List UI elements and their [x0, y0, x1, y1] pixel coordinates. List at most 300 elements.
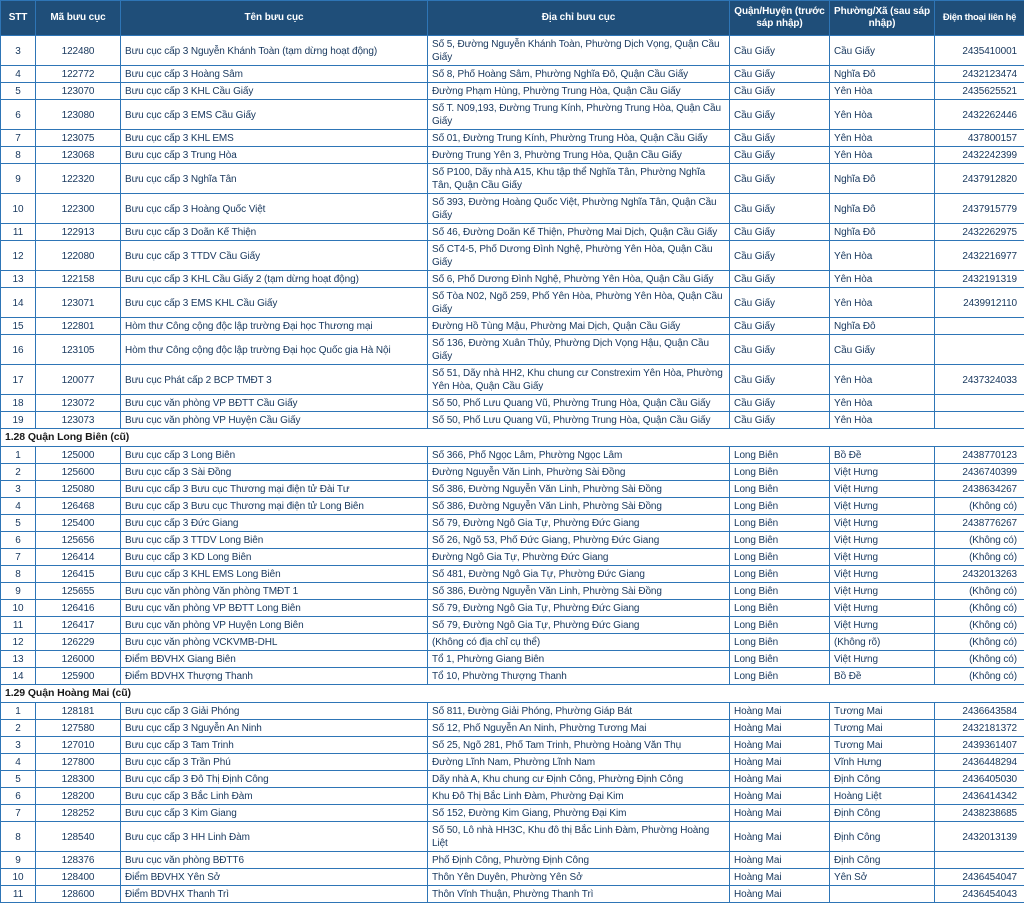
cell-ma-buu-cuc: 123080	[36, 100, 121, 130]
cell-dien-thoai: 2432191319	[935, 271, 1024, 288]
cell-dia-chi: Đường Nguyễn Văn Linh, Phường Sài Đồng	[428, 464, 730, 481]
cell-dien-thoai: 2436454043	[935, 886, 1024, 903]
cell-quan-huyen: Cầu Giấy	[730, 130, 830, 147]
cell-ten-buu-cuc: Hòm thư Công cộng độc lập trường Đại học Thương mại	[121, 318, 428, 335]
table-row	[1, 130, 1024, 147]
cell-quan-huyen: Long Biên	[730, 617, 830, 634]
cell-ma-buu-cuc: 122801	[36, 318, 121, 335]
cell-quan-huyen: Cầu Giấy	[730, 412, 830, 429]
cell-dien-thoai: (Không có)	[935, 532, 1024, 549]
cell-ten-buu-cuc: Bưu cục cấp 3 KHL Cầu Giấy 2 (tạm dừng hoạt động)	[121, 271, 428, 288]
cell-quan-huyen: Hoàng Mai	[730, 720, 830, 737]
cell-quan-huyen: Long Biên	[730, 515, 830, 532]
cell-dien-thoai: (Không có)	[935, 668, 1024, 685]
cell-dien-thoai: 2435625521	[935, 83, 1024, 100]
cell-phuong-xa: Định Công	[830, 805, 935, 822]
cell-phuong-xa: Tương Mai	[830, 703, 935, 720]
cell-dien-thoai: 2439361407	[935, 737, 1024, 754]
cell-ma-buu-cuc: 128376	[36, 852, 121, 869]
cell-phuong-xa: Yên Hòa	[830, 288, 935, 318]
cell-quan-huyen: Hoàng Mai	[730, 822, 830, 852]
cell-phuong-xa: Hoàng Liệt	[830, 788, 935, 805]
cell-dia-chi: Đường Ngô Gia Tự, Phường Đức Giang	[428, 549, 730, 566]
cell-ten-buu-cuc: Bưu cục cấp 3 Kim Giang	[121, 805, 428, 822]
cell-quan-huyen: Cầu Giấy	[730, 100, 830, 130]
cell-stt: 7	[1, 805, 36, 822]
cell-quan-huyen: Cầu Giấy	[730, 271, 830, 288]
cell-dien-thoai: (Không có)	[935, 549, 1024, 566]
column-header-dia-chi: Địa chỉ bưu cục	[428, 1, 730, 36]
cell-quan-huyen: Cầu Giấy	[730, 318, 830, 335]
cell-phuong-xa: Nghĩa Đô	[830, 318, 935, 335]
table-row	[1, 447, 1024, 464]
cell-ten-buu-cuc: Bưu cục cấp 3 KHL EMS Long Biên	[121, 566, 428, 583]
cell-dia-chi: Số 51, Dãy nhà HH2, Khu chung cư Constrexim Yên Hòa, Phường Yên Hòa, Quận Cầu Giấy	[428, 365, 730, 395]
column-header-phuong-xa: Phường/Xã (sau sáp nhập)	[830, 1, 935, 36]
table-row	[1, 651, 1024, 668]
cell-dia-chi: Số 79, Đường Ngô Gia Tự, Phường Đức Giang	[428, 617, 730, 634]
cell-ma-buu-cuc: 126417	[36, 617, 121, 634]
cell-ten-buu-cuc: Bưu cục cấp 3 Nguyễn Khánh Toàn (tạm dừng hoạt động)	[121, 36, 428, 66]
cell-stt: 9	[1, 583, 36, 600]
cell-ma-buu-cuc: 128540	[36, 822, 121, 852]
cell-quan-huyen: Cầu Giấy	[730, 147, 830, 164]
table-row	[1, 549, 1024, 566]
table-row	[1, 515, 1024, 532]
cell-phuong-xa: Yên Hòa	[830, 147, 935, 164]
cell-phuong-xa: Bồ Đề	[830, 668, 935, 685]
cell-dien-thoai: 2432123474	[935, 66, 1024, 83]
cell-ma-buu-cuc: 126468	[36, 498, 121, 515]
cell-ten-buu-cuc: Bưu cục cấp 3 Bắc Linh Đàm	[121, 788, 428, 805]
cell-dia-chi: Số P100, Dãy nhà A15, Khu tập thể Nghĩa Tân, Phường Nghĩa Tân, Quận Cầu Giấy	[428, 164, 730, 194]
cell-ma-buu-cuc: 123105	[36, 335, 121, 365]
cell-stt: 1	[1, 703, 36, 720]
cell-quan-huyen: Cầu Giấy	[730, 66, 830, 83]
cell-dien-thoai	[935, 852, 1024, 869]
cell-dia-chi: Tổ 10, Phường Thượng Thanh	[428, 668, 730, 685]
cell-quan-huyen: Cầu Giấy	[730, 395, 830, 412]
cell-stt: 14	[1, 288, 36, 318]
cell-ma-buu-cuc: 123073	[36, 412, 121, 429]
cell-dia-chi: Số CT4-5, Phố Dương Đình Nghệ, Phường Yên Hòa, Quận Cầu Giấy	[428, 241, 730, 271]
cell-stt: 17	[1, 365, 36, 395]
cell-dien-thoai: 2432242399	[935, 147, 1024, 164]
cell-phuong-xa: Việt Hưng	[830, 464, 935, 481]
cell-phuong-xa: Định Công	[830, 852, 935, 869]
table-row	[1, 788, 1024, 805]
cell-stt: 6	[1, 532, 36, 549]
cell-ten-buu-cuc: Bưu cục văn phòng Văn phòng TMĐT 1	[121, 583, 428, 600]
cell-dia-chi: Số 6, Phố Dương Đình Nghệ, Phường Yên Hòa, Quận Cầu Giấy	[428, 271, 730, 288]
cell-quan-huyen: Long Biên	[730, 651, 830, 668]
cell-dia-chi: Số 50, Phố Lưu Quang Vũ, Phường Trung Hòa, Quận Cầu Giấy	[428, 412, 730, 429]
cell-phuong-xa: Tương Mai	[830, 720, 935, 737]
cell-ma-buu-cuc: 122320	[36, 164, 121, 194]
cell-phuong-xa: Yên Hòa	[830, 412, 935, 429]
cell-ma-buu-cuc: 126416	[36, 600, 121, 617]
cell-ten-buu-cuc: Bưu cục cấp 3 KHL EMS	[121, 130, 428, 147]
cell-quan-huyen: Hoàng Mai	[730, 771, 830, 788]
cell-dien-thoai: (Không có)	[935, 583, 1024, 600]
cell-dia-chi: Dãy nhà A, Khu chung cư Định Công, Phường Định Công	[428, 771, 730, 788]
table-row	[1, 412, 1024, 429]
cell-ma-buu-cuc: 126415	[36, 566, 121, 583]
cell-ma-buu-cuc: 128252	[36, 805, 121, 822]
table-row	[1, 288, 1024, 318]
cell-phuong-xa: Việt Hưng	[830, 498, 935, 515]
cell-quan-huyen: Long Biên	[730, 447, 830, 464]
cell-phuong-xa: Việt Hưng	[830, 600, 935, 617]
cell-ma-buu-cuc: 122913	[36, 224, 121, 241]
cell-stt: 7	[1, 549, 36, 566]
cell-ma-buu-cuc: 122300	[36, 194, 121, 224]
table-row	[1, 464, 1024, 481]
column-header-ten-buu-cuc: Tên bưu cục	[121, 1, 428, 36]
cell-dia-chi: Số 01, Đường Trung Kính, Phường Trung Hòa, Quận Cầu Giấy	[428, 130, 730, 147]
cell-dien-thoai: 2439912110	[935, 288, 1024, 318]
cell-phuong-xa: Nghĩa Đô	[830, 66, 935, 83]
cell-ma-buu-cuc: 128600	[36, 886, 121, 903]
table-row	[1, 617, 1024, 634]
cell-ma-buu-cuc: 122158	[36, 271, 121, 288]
cell-dia-chi: Số Tòa N02, Ngõ 259, Phố Yên Hòa, Phường Yên Hòa, Quận Cầu Giấy	[428, 288, 730, 318]
cell-ten-buu-cuc: Bưu cục văn phòng VP Huyện Cầu Giấy	[121, 412, 428, 429]
cell-ten-buu-cuc: Bưu cục cấp 3 Nghĩa Tân	[121, 164, 428, 194]
cell-quan-huyen: Cầu Giấy	[730, 288, 830, 318]
cell-quan-huyen: Hoàng Mai	[730, 703, 830, 720]
cell-dien-thoai: 2436405030	[935, 771, 1024, 788]
cell-dia-chi: Số 481, Đường Ngô Gia Tự, Phường Đức Giang	[428, 566, 730, 583]
cell-stt: 4	[1, 498, 36, 515]
cell-ma-buu-cuc: 123075	[36, 130, 121, 147]
cell-stt: 15	[1, 318, 36, 335]
cell-stt: 8	[1, 822, 36, 852]
cell-ten-buu-cuc: Bưu cục cấp 3 Sài Đồng	[121, 464, 428, 481]
cell-phuong-xa: Yên Hòa	[830, 271, 935, 288]
cell-ma-buu-cuc: 125080	[36, 481, 121, 498]
cell-stt: 5	[1, 83, 36, 100]
cell-phuong-xa: Yên Hòa	[830, 83, 935, 100]
cell-dia-chi: Tổ 1, Phường Giang Biên	[428, 651, 730, 668]
cell-ma-buu-cuc: 128300	[36, 771, 121, 788]
section-title: 1.29 Quận Hoàng Mai (cũ)	[1, 685, 1024, 703]
cell-stt: 14	[1, 668, 36, 685]
cell-quan-huyen: Long Biên	[730, 668, 830, 685]
cell-dien-thoai: 2432013139	[935, 822, 1024, 852]
table-body	[1, 36, 1024, 903]
cell-ma-buu-cuc: 123071	[36, 288, 121, 318]
cell-ten-buu-cuc: Bưu cục cấp 3 Đức Giang	[121, 515, 428, 532]
cell-dia-chi: Số 386, Đường Nguyễn Văn Linh, Phường Sài Đồng	[428, 498, 730, 515]
cell-phuong-xa: Nghĩa Đô	[830, 224, 935, 241]
cell-phuong-xa: Yên Sở	[830, 869, 935, 886]
cell-stt: 12	[1, 241, 36, 271]
cell-phuong-xa: (Không rõ)	[830, 634, 935, 651]
table-row	[1, 318, 1024, 335]
cell-stt: 3	[1, 481, 36, 498]
cell-ten-buu-cuc: Điểm BĐVHX Yên Sở	[121, 869, 428, 886]
cell-ten-buu-cuc: Bưu cục cấp 3 Bưu cục Thương mại điện tử Đài Tư	[121, 481, 428, 498]
cell-dien-thoai	[935, 412, 1024, 429]
cell-dia-chi: (Không có địa chỉ cụ thể)	[428, 634, 730, 651]
cell-dia-chi: Số 12, Phố Nguyễn An Ninh, Phường Tương Mai	[428, 720, 730, 737]
cell-quan-huyen: Long Biên	[730, 464, 830, 481]
cell-dien-thoai: 2438238685	[935, 805, 1024, 822]
cell-dien-thoai: 2438776267	[935, 515, 1024, 532]
table-row	[1, 100, 1024, 130]
table-row	[1, 83, 1024, 100]
cell-ma-buu-cuc: 128400	[36, 869, 121, 886]
cell-ma-buu-cuc: 122772	[36, 66, 121, 83]
table-row	[1, 224, 1024, 241]
cell-ma-buu-cuc: 125655	[36, 583, 121, 600]
cell-stt: 12	[1, 634, 36, 651]
cell-stt: 7	[1, 130, 36, 147]
cell-dia-chi: Số 25, Ngõ 281, Phố Tam Trinh, Phường Hoàng Văn Thụ	[428, 737, 730, 754]
cell-dien-thoai: 2432262975	[935, 224, 1024, 241]
cell-ten-buu-cuc: Bưu cục văn phòng VP BĐTT Long Biên	[121, 600, 428, 617]
table-row	[1, 395, 1024, 412]
cell-stt: 16	[1, 335, 36, 365]
cell-dien-thoai: 2437915779	[935, 194, 1024, 224]
cell-ten-buu-cuc: Bưu cục cấp 3 HH Linh Đàm	[121, 822, 428, 852]
cell-quan-huyen: Long Biên	[730, 532, 830, 549]
cell-phuong-xa: Yên Hòa	[830, 395, 935, 412]
cell-ma-buu-cuc: 125000	[36, 447, 121, 464]
cell-phuong-xa: Nghĩa Đô	[830, 194, 935, 224]
cell-phuong-xa: Yên Hòa	[830, 241, 935, 271]
cell-ma-buu-cuc: 122080	[36, 241, 121, 271]
cell-stt: 4	[1, 754, 36, 771]
cell-ten-buu-cuc: Bưu cục Phát cấp 2 BCP TMĐT 3	[121, 365, 428, 395]
cell-ten-buu-cuc: Bưu cục cấp 3 Trung Hòa	[121, 147, 428, 164]
cell-dien-thoai: 2437324033	[935, 365, 1024, 395]
table-row	[1, 822, 1024, 852]
cell-ma-buu-cuc: 128181	[36, 703, 121, 720]
cell-quan-huyen: Long Biên	[730, 549, 830, 566]
cell-ten-buu-cuc: Bưu cục văn phòng VCKVMB-DHL	[121, 634, 428, 651]
cell-quan-huyen: Cầu Giấy	[730, 164, 830, 194]
cell-stt: 9	[1, 164, 36, 194]
cell-ma-buu-cuc: 123070	[36, 83, 121, 100]
cell-dia-chi: Số 386, Đường Nguyễn Văn Linh, Phường Sài Đồng	[428, 583, 730, 600]
cell-phuong-xa: Việt Hưng	[830, 549, 935, 566]
cell-dien-thoai: (Không có)	[935, 600, 1024, 617]
cell-quan-huyen: Hoàng Mai	[730, 852, 830, 869]
cell-ten-buu-cuc: Bưu cục cấp 3 Long Biên	[121, 447, 428, 464]
cell-dien-thoai	[935, 335, 1024, 365]
cell-ten-buu-cuc: Bưu cục cấp 3 Trần Phú	[121, 754, 428, 771]
cell-dien-thoai: 2432216977	[935, 241, 1024, 271]
cell-ten-buu-cuc: Hòm thư Công cộng độc lập trường Đại học Quốc gia Hà Nội	[121, 335, 428, 365]
table-header	[1, 1, 1024, 36]
table-header-row	[1, 1, 1024, 36]
cell-ten-buu-cuc: Bưu cục văn phòng VP Huyện Long Biên	[121, 617, 428, 634]
cell-ma-buu-cuc: 125600	[36, 464, 121, 481]
cell-dia-chi: Thôn Vĩnh Thuận, Phường Thanh Trì	[428, 886, 730, 903]
cell-quan-huyen: Long Biên	[730, 566, 830, 583]
cell-dia-chi: Số 46, Đường Doãn Kế Thiện, Phường Mai Dịch, Quận Cầu Giấy	[428, 224, 730, 241]
cell-ten-buu-cuc: Bưu cục cấp 3 Hoàng Sâm	[121, 66, 428, 83]
cell-phuong-xa: Yên Hòa	[830, 130, 935, 147]
cell-quan-huyen: Long Biên	[730, 600, 830, 617]
cell-dia-chi: Thôn Yên Duyên, Phường Yên Sở	[428, 869, 730, 886]
cell-stt: 8	[1, 147, 36, 164]
cell-ma-buu-cuc: 127010	[36, 737, 121, 754]
cell-phuong-xa: Tương Mai	[830, 737, 935, 754]
cell-dien-thoai: 2436414342	[935, 788, 1024, 805]
cell-ten-buu-cuc: Bưu cục cấp 3 Giải Phóng	[121, 703, 428, 720]
cell-quan-huyen: Long Biên	[730, 634, 830, 651]
cell-phuong-xa: Việt Hưng	[830, 481, 935, 498]
cell-ten-buu-cuc: Bưu cục cấp 3 Tam Trinh	[121, 737, 428, 754]
table-row	[1, 703, 1024, 720]
cell-ma-buu-cuc: 123068	[36, 147, 121, 164]
table-row	[1, 634, 1024, 651]
table-row	[1, 532, 1024, 549]
cell-dia-chi: Đường Hồ Tùng Mậu, Phường Mai Dịch, Quận Cầu Giấy	[428, 318, 730, 335]
cell-quan-huyen: Cầu Giấy	[730, 224, 830, 241]
cell-quan-huyen: Cầu Giấy	[730, 335, 830, 365]
cell-dien-thoai: 2432181372	[935, 720, 1024, 737]
cell-stt: 11	[1, 224, 36, 241]
cell-dia-chi: Số 393, Đường Hoàng Quốc Việt, Phường Nghĩa Tân, Quận Cầu Giấy	[428, 194, 730, 224]
cell-stt: 13	[1, 651, 36, 668]
table-row	[1, 194, 1024, 224]
cell-ten-buu-cuc: Bưu cục cấp 3 KHL Cầu Giấy	[121, 83, 428, 100]
cell-dia-chi: Đường Trung Yên 3, Phường Trung Hòa, Quận Cầu Giấy	[428, 147, 730, 164]
cell-quan-huyen: Hoàng Mai	[730, 869, 830, 886]
cell-dien-thoai: 2437912820	[935, 164, 1024, 194]
section-header-row	[1, 429, 1024, 447]
cell-stt: 4	[1, 66, 36, 83]
cell-ma-buu-cuc: 120077	[36, 365, 121, 395]
cell-dia-chi: Số 50, Lô nhà HH3C, Khu đô thị Bắc Linh Đàm, Phường Hoàng Liệt	[428, 822, 730, 852]
cell-dien-thoai: 2438770123	[935, 447, 1024, 464]
cell-ten-buu-cuc: Bưu cục cấp 3 Đô Thị Định Công	[121, 771, 428, 788]
cell-stt: 11	[1, 886, 36, 903]
cell-ten-buu-cuc: Bưu cục cấp 3 Doãn Kế Thiện	[121, 224, 428, 241]
table-row	[1, 66, 1024, 83]
table-row	[1, 566, 1024, 583]
cell-phuong-xa: Việt Hưng	[830, 532, 935, 549]
cell-quan-huyen: Hoàng Mai	[730, 737, 830, 754]
table-row	[1, 754, 1024, 771]
cell-dia-chi: Số 79, Đường Ngô Gia Tự, Phường Đức Giang	[428, 600, 730, 617]
cell-dien-thoai: 2432013263	[935, 566, 1024, 583]
cell-ma-buu-cuc: 122480	[36, 36, 121, 66]
cell-ma-buu-cuc: 127800	[36, 754, 121, 771]
column-header-ma-buu-cuc: Mã bưu cục	[36, 1, 121, 36]
cell-dien-thoai: (Không có)	[935, 617, 1024, 634]
cell-stt: 18	[1, 395, 36, 412]
cell-dia-chi: Số 366, Phố Ngọc Lâm, Phường Ngọc Lâm	[428, 447, 730, 464]
cell-stt: 1	[1, 447, 36, 464]
cell-phuong-xa: Việt Hưng	[830, 583, 935, 600]
cell-ma-buu-cuc: 127580	[36, 720, 121, 737]
cell-dia-chi: Số 26, Ngõ 53, Phố Đức Giang, Phường Đức Giang	[428, 532, 730, 549]
cell-phuong-xa: Cầu Giấy	[830, 335, 935, 365]
cell-phuong-xa: Việt Hưng	[830, 617, 935, 634]
cell-phuong-xa: Yên Hòa	[830, 100, 935, 130]
cell-stt: 3	[1, 36, 36, 66]
column-header-quan-huyen: Quận/Huyện (trước sáp nhập)	[730, 1, 830, 36]
table-row	[1, 720, 1024, 737]
cell-phuong-xa: Bồ Đề	[830, 447, 935, 464]
cell-stt: 5	[1, 771, 36, 788]
cell-ten-buu-cuc: Bưu cục cấp 3 Hoàng Quốc Việt	[121, 194, 428, 224]
cell-stt: 6	[1, 100, 36, 130]
table-row	[1, 241, 1024, 271]
cell-stt: 3	[1, 737, 36, 754]
cell-ma-buu-cuc: 128200	[36, 788, 121, 805]
cell-dien-thoai: 2436448294	[935, 754, 1024, 771]
cell-phuong-xa	[830, 886, 935, 903]
cell-dien-thoai	[935, 395, 1024, 412]
section-header-row	[1, 685, 1024, 703]
cell-stt: 2	[1, 464, 36, 481]
cell-quan-huyen: Hoàng Mai	[730, 886, 830, 903]
cell-ma-buu-cuc: 125400	[36, 515, 121, 532]
table-row	[1, 481, 1024, 498]
table-row	[1, 852, 1024, 869]
table-row	[1, 771, 1024, 788]
cell-phuong-xa: Yên Hòa	[830, 365, 935, 395]
table-row	[1, 886, 1024, 903]
cell-dia-chi: Đường Lĩnh Nam, Phường Lĩnh Nam	[428, 754, 730, 771]
cell-stt: 9	[1, 852, 36, 869]
section-title: 1.28 Quận Long Biên (cũ)	[1, 429, 1024, 447]
cell-dia-chi: Số 50, Phố Lưu Quang Vũ, Phường Trung Hòa, Quận Cầu Giấy	[428, 395, 730, 412]
cell-dia-chi: Số 79, Đường Ngô Gia Tự, Phường Đức Giang	[428, 515, 730, 532]
cell-ma-buu-cuc: 125900	[36, 668, 121, 685]
column-header-stt: STT	[1, 1, 36, 36]
cell-quan-huyen: Long Biên	[730, 583, 830, 600]
cell-phuong-xa: Nghĩa Đô	[830, 164, 935, 194]
cell-dien-thoai: (Không có)	[935, 651, 1024, 668]
cell-phuong-xa: Việt Hưng	[830, 651, 935, 668]
cell-dien-thoai	[935, 318, 1024, 335]
cell-ten-buu-cuc: Điểm BDVHX Thượng Thanh	[121, 668, 428, 685]
cell-ten-buu-cuc: Bưu cục văn phòng VP BĐTT Cầu Giấy	[121, 395, 428, 412]
cell-ten-buu-cuc: Điểm BDVHX Thanh Trì	[121, 886, 428, 903]
cell-quan-huyen: Hoàng Mai	[730, 788, 830, 805]
table-row	[1, 271, 1024, 288]
table-row	[1, 147, 1024, 164]
cell-dia-chi: Số 386, Đường Nguyễn Văn Linh, Phường Sài Đồng	[428, 481, 730, 498]
table-row	[1, 600, 1024, 617]
cell-stt: 5	[1, 515, 36, 532]
cell-dien-thoai: 2435410001	[935, 36, 1024, 66]
table-row	[1, 365, 1024, 395]
cell-ma-buu-cuc: 126229	[36, 634, 121, 651]
cell-ma-buu-cuc: 123072	[36, 395, 121, 412]
cell-dia-chi: Phố Định Công, Phường Định Công	[428, 852, 730, 869]
cell-quan-huyen: Cầu Giấy	[730, 365, 830, 395]
cell-dien-thoai: (Không có)	[935, 634, 1024, 651]
cell-dia-chi: Đường Phạm Hùng, Phường Trung Hòa, Quận Cầu Giấy	[428, 83, 730, 100]
cell-dia-chi: Số 5, Đường Nguyễn Khánh Toàn, Phường Dịch Vọng, Quận Cầu Giấy	[428, 36, 730, 66]
cell-quan-huyen: Cầu Giấy	[730, 83, 830, 100]
cell-quan-huyen: Hoàng Mai	[730, 805, 830, 822]
cell-stt: 2	[1, 720, 36, 737]
cell-phuong-xa: Việt Hưng	[830, 515, 935, 532]
cell-dien-thoai: 2436454047	[935, 869, 1024, 886]
cell-dien-thoai: 2432262446	[935, 100, 1024, 130]
cell-ten-buu-cuc: Bưu cục cấp 3 EMS KHL Cầu Giấy	[121, 288, 428, 318]
cell-stt: 10	[1, 194, 36, 224]
